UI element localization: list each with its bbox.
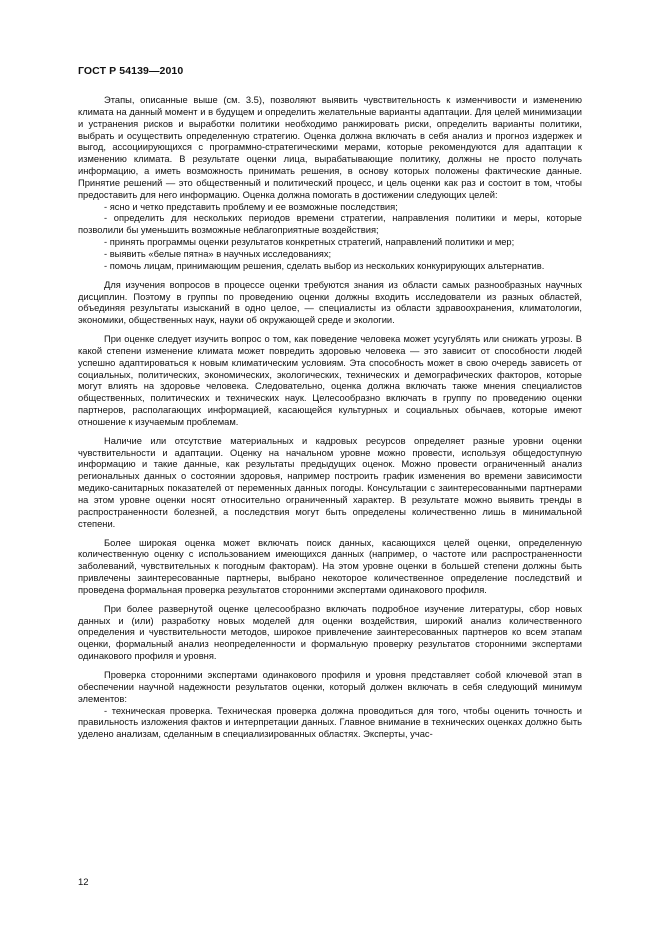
paragraph: Этапы, описанные выше (см. 3.5), позволяют выявить чувствительность к изменчивости и изменению климата на данный момент и в будущем и определить желательные варианты адаптации. Для целей минимизации и устранения рисков и выработки политики необходимо ранжировать риски, определить варианты политики, выбрать и осуществить определенную стратегию. Оценка должна включать в себя анализ и прогноз издержек и выгод, ассоциирующихся с программно-стратегическими мерами, которые рекомендуются для адаптации к изменению климата. В результате оценки лица, вырабатывающие политику, должны не просто получать информацию, а иметь возможность принимать решения, в основу которых положены фактические данные. Принятие решений — это общественный и политический процесс, и цель оценки как раз и состоит в том, чтобы предоставить для него информацию. Оценка должна помогать в достижении следующих целей: — [78, 95, 582, 200]
body-text — [78, 95, 582, 741]
paragraph: - техническая проверка. Техническая проверка должна проводиться для того, чтобы оценить точность и правильность изложения фактов и интерпретации данных. Главное внимание в технических оценках должно быть уделено анализам, сделанным в специализированных областях. Эксперты, учас- — [78, 705, 582, 740]
paragraph: При оценке следует изучить вопрос о том, как поведение человека может усугублять или снижать угрозы. В какой степени изменение климата может повредить здоровью человека — это зависит от способности людей успешно адаптироваться к новым климатическим условиям. Эта способность может в свою очередь зависеть от социальных, политических, экономических, экологических, технических и демографических факторов, которые могут влиять на здоровье человека. Следовательно, оценка должна включать также мнения специалистов общественных, политических и технических наук. Целесообразно включать в группу по проведению оценки партнеров, располагающих информацией, касающейся культурных и социальных обычаев, которые имеют отношение к изучаемым проблемам. — [78, 334, 582, 427]
paragraph: - помочь лицам, принимающим решения, сделать выбор из нескольких конкурирующих альтернатив. — [104, 260, 545, 271]
paragraph: Наличие или отсутствие материальных и кадровых ресурсов определяет разные уровни оценки чувствительности и адаптации. Оценку на начальном уровне можно провести, используя общедоступную информацию и такие данные, как результаты предыдущих оценок. Можно провести ограниченный анализ региональных данных о состоянии здоровья, например построить график изменения во времени зависимости медико-санитарных показателей от переменных данных погоды. Консультации с заинтересованными партнерами на этом уровне оценки носят относительно ограниченный характер. В результате можно выявить тренды в распространенности болезней, а последствия могут быть определены количественно лишь в минимальной степени. — [78, 435, 582, 529]
paragraph: - принять программы оценки результатов конкретных стратегий, направлений политики и мер; — [104, 237, 515, 248]
paragraph: Более широкая оценка может включать поиск данных, касающихся целей оценки, определенную количественную оценку с использованием имеющихся данных (например, о частоте или распространенности заболеваний, чувствительных к погодным факторам). На этом уровне оценки в большей степени должны быть привлечены заинтересованные партнеры, выбрано некоторое количественное определение последствий и проведена формальная проверка результатов сторонними экспертами одинакового профиля. — [78, 537, 582, 595]
paragraph: - определить для нескольких периодов времени стратегии, направления политики и меры, которые позволили бы уменьшить возможные неблагоприятные воздействия; — [78, 213, 582, 236]
paragraph: - выявить «белые пятна» в научных исследованиях; — [104, 248, 332, 259]
paragraph: При более развернутой оценке целесообразно включать подробное изучение литературы, сбор новых данных и (или) разработку новых моделей для оценки воздействия, широкий анализ количественного определения и чувствительности методов, широкое привлечение заинтересованных партнеров ко всем этапам оценки, формальный анализ неопределенности и формальную проверку результатов сторонними экспертами одинакового профиля и уровня. — [78, 603, 582, 662]
paragraph: - ясно и четко представить проблему и ее возможные последствия; — [104, 201, 398, 212]
paragraph: Проверка сторонними экспертами одинакового профиля и уровня представляет собой ключевой этап в обеспечении научной надежности результатов оценки, который должен включать в себя следующий минимум элементов: — [78, 669, 582, 704]
page-number: 12 — [78, 877, 89, 888]
paragraph: Для изучения вопросов в процессе оценки требуются знания из области самых разнообразных научных дисциплин. Поэтому в группы по проведению оценки должны входить исследователи из разных областей, объединяя результаты изысканий в одно целое, — специалисты из области здравоохранения, климатологии, экономики, общественных наук, науки об окружающей среде и экологии. — [78, 279, 582, 326]
document-header-title: ГОСТ Р 54139—2010 — [78, 65, 184, 77]
